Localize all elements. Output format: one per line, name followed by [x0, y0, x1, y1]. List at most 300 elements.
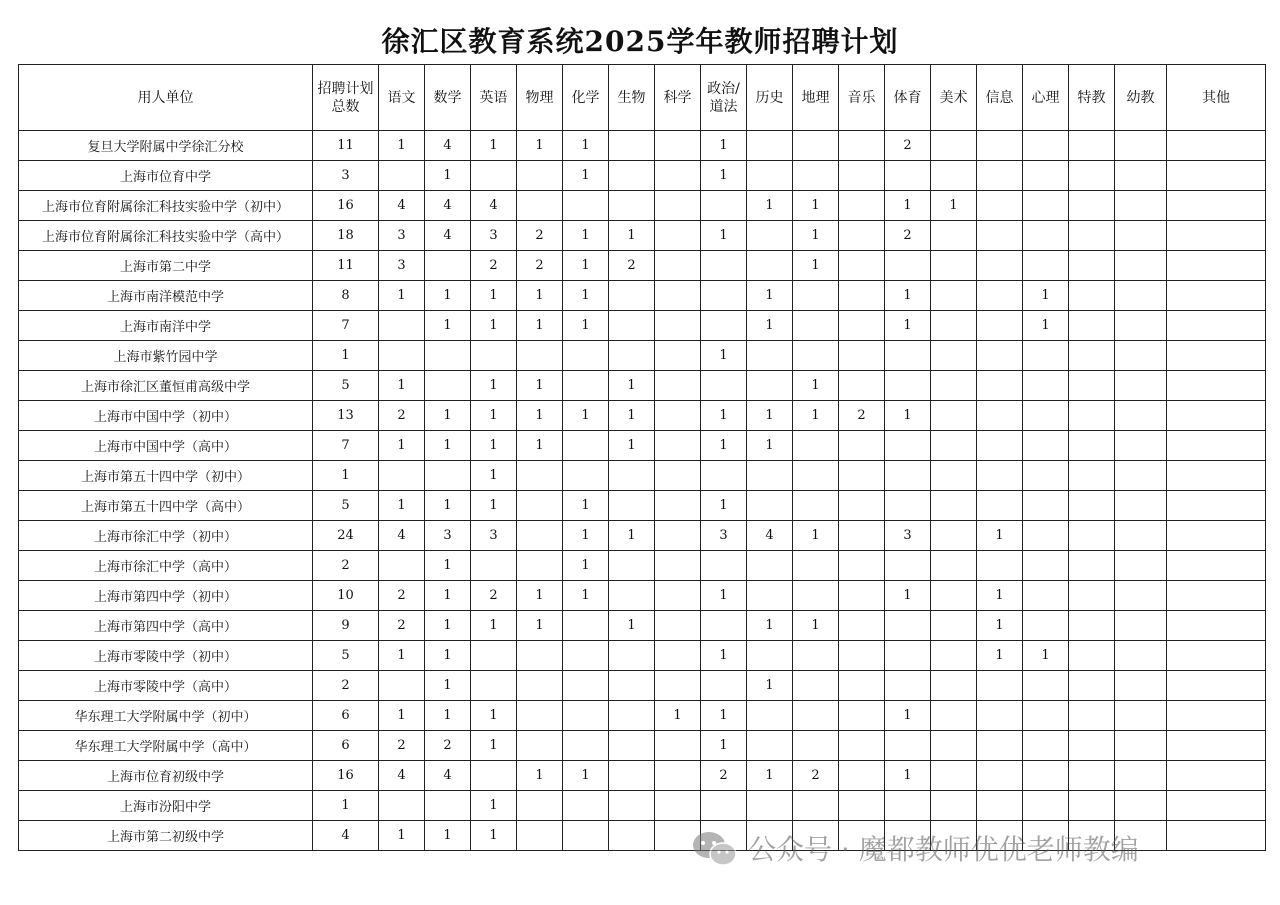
subject-count-cell: 2	[471, 581, 517, 611]
unit-name-cell: 上海市第二中学	[19, 251, 313, 281]
subject-count-cell	[839, 701, 885, 731]
subject-count-cell	[1023, 461, 1069, 491]
subject-count-cell: 1	[747, 311, 793, 341]
subject-count-cell: 2	[379, 611, 425, 641]
unit-name-cell: 上海市中国中学（高中）	[19, 431, 313, 461]
subject-count-cell	[517, 731, 563, 761]
subject-count-cell	[609, 311, 655, 341]
subject-count-cell	[701, 251, 747, 281]
column-header: 其他	[1167, 65, 1266, 131]
subject-count-cell	[839, 131, 885, 161]
subject-count-cell	[931, 341, 977, 371]
subject-count-cell: 1	[471, 371, 517, 401]
subject-count-cell	[701, 791, 747, 821]
subject-count-cell	[931, 281, 977, 311]
subject-count-cell: 1	[425, 281, 471, 311]
subject-count-cell: 1	[471, 401, 517, 431]
table-row	[19, 251, 1266, 281]
subject-count-cell	[425, 371, 471, 401]
subject-count-cell: 1	[425, 611, 471, 641]
subject-count-cell	[931, 401, 977, 431]
subject-count-cell	[839, 191, 885, 221]
unit-name-cell: 上海市位育附属徐汇科技实验中学（高中）	[19, 221, 313, 251]
table-row	[19, 371, 1266, 401]
subject-count-cell: 1	[563, 221, 609, 251]
subject-count-cell	[931, 431, 977, 461]
subject-count-cell	[1069, 581, 1115, 611]
subject-count-cell: 1	[425, 701, 471, 731]
subject-count-cell	[655, 311, 701, 341]
subject-count-cell: 1	[425, 641, 471, 671]
table-row	[19, 341, 1266, 371]
subject-count-cell	[701, 611, 747, 641]
subject-count-cell	[1023, 191, 1069, 221]
subject-count-cell	[1069, 731, 1115, 761]
subject-count-cell	[1115, 641, 1167, 671]
subject-count-cell: 1	[701, 431, 747, 461]
subject-count-cell	[655, 521, 701, 551]
subject-count-cell: 1	[425, 401, 471, 431]
subject-count-cell: 3	[471, 221, 517, 251]
subject-count-cell	[977, 311, 1023, 341]
subject-count-cell	[793, 791, 839, 821]
column-header: 生物	[609, 65, 655, 131]
subject-count-cell	[1069, 761, 1115, 791]
subject-count-cell	[655, 131, 701, 161]
subject-count-cell	[471, 671, 517, 701]
subject-count-cell	[609, 341, 655, 371]
subject-count-cell: 2	[609, 251, 655, 281]
subject-count-cell: 1	[471, 701, 517, 731]
subject-count-cell	[517, 551, 563, 581]
total-cell: 3	[313, 161, 379, 191]
unit-name-cell: 上海市第五十四中学（初中）	[19, 461, 313, 491]
subject-count-cell: 1	[701, 491, 747, 521]
subject-count-cell	[1167, 701, 1266, 731]
subject-count-cell	[1115, 161, 1167, 191]
total-cell: 1	[313, 791, 379, 821]
subject-count-cell	[1115, 341, 1167, 371]
subject-count-cell	[793, 731, 839, 761]
subject-count-cell: 1	[563, 761, 609, 791]
subject-count-cell	[609, 701, 655, 731]
column-header: 物理	[517, 65, 563, 131]
total-cell: 5	[313, 641, 379, 671]
subject-count-cell: 1	[425, 821, 471, 851]
subject-count-cell	[1069, 251, 1115, 281]
subject-count-cell: 1	[517, 401, 563, 431]
total-cell: 8	[313, 281, 379, 311]
subject-count-cell	[931, 221, 977, 251]
subject-count-cell	[793, 131, 839, 161]
unit-name-cell: 上海市第四中学（初中）	[19, 581, 313, 611]
subject-count-cell	[839, 791, 885, 821]
subject-count-cell	[793, 581, 839, 611]
subject-count-cell	[977, 461, 1023, 491]
subject-count-cell	[517, 491, 563, 521]
subject-count-cell	[425, 341, 471, 371]
subject-count-cell	[1167, 221, 1266, 251]
table-row	[19, 281, 1266, 311]
subject-count-cell	[1115, 521, 1167, 551]
subject-count-cell	[839, 731, 885, 761]
subject-count-cell	[839, 611, 885, 641]
subject-count-cell	[701, 671, 747, 701]
total-cell: 7	[313, 431, 379, 461]
subject-count-cell	[471, 161, 517, 191]
subject-count-cell	[1115, 791, 1167, 821]
subject-count-cell	[931, 731, 977, 761]
subject-count-cell	[885, 671, 931, 701]
subject-count-cell: 1	[379, 821, 425, 851]
subject-count-cell	[655, 791, 701, 821]
subject-count-cell	[1069, 521, 1115, 551]
subject-count-cell	[977, 401, 1023, 431]
subject-count-cell	[1167, 401, 1266, 431]
subject-count-cell	[425, 791, 471, 821]
subject-count-cell	[977, 761, 1023, 791]
subject-count-cell	[563, 701, 609, 731]
subject-count-cell	[701, 281, 747, 311]
subject-count-cell	[839, 371, 885, 401]
subject-count-cell: 1	[609, 521, 655, 551]
subject-count-cell: 1	[885, 701, 931, 731]
total-cell: 6	[313, 731, 379, 761]
total-cell: 9	[313, 611, 379, 641]
subject-count-cell	[609, 641, 655, 671]
subject-count-cell: 2	[517, 221, 563, 251]
subject-count-cell: 2	[379, 731, 425, 761]
subject-count-cell	[839, 341, 885, 371]
subject-count-cell	[1115, 611, 1167, 641]
subject-count-cell	[839, 461, 885, 491]
subject-count-cell	[839, 581, 885, 611]
subject-count-cell	[747, 461, 793, 491]
table-row	[19, 311, 1266, 341]
subject-count-cell	[1167, 641, 1266, 671]
subject-count-cell	[1115, 401, 1167, 431]
table-row	[19, 221, 1266, 251]
subject-count-cell: 1	[609, 431, 655, 461]
subject-count-cell: 4	[379, 191, 425, 221]
subject-count-cell: 4	[747, 521, 793, 551]
subject-count-cell	[563, 341, 609, 371]
subject-count-cell	[1023, 341, 1069, 371]
subject-count-cell: 1	[425, 671, 471, 701]
subject-count-cell	[747, 491, 793, 521]
subject-count-cell	[1069, 701, 1115, 731]
subject-count-cell: 2	[839, 401, 885, 431]
subject-count-cell	[839, 281, 885, 311]
subject-count-cell	[977, 131, 1023, 161]
subject-count-cell	[1115, 191, 1167, 221]
unit-name-cell: 华东理工大学附属中学（高中）	[19, 731, 313, 761]
subject-count-cell: 1	[563, 131, 609, 161]
subject-count-cell: 3	[885, 521, 931, 551]
subject-count-cell: 2	[793, 761, 839, 791]
column-header: 地理	[793, 65, 839, 131]
subject-count-cell	[609, 551, 655, 581]
subject-count-cell: 1	[517, 311, 563, 341]
subject-count-cell	[563, 611, 609, 641]
subject-count-cell	[1115, 251, 1167, 281]
subject-count-cell: 4	[425, 761, 471, 791]
subject-count-cell	[931, 611, 977, 641]
subject-count-cell	[839, 521, 885, 551]
watermark	[690, 826, 1139, 870]
subject-count-cell	[977, 221, 1023, 251]
subject-count-cell	[1167, 611, 1266, 641]
subject-count-cell	[655, 221, 701, 251]
subject-count-cell: 1	[471, 791, 517, 821]
subject-count-cell	[655, 731, 701, 761]
table-row	[19, 401, 1266, 431]
subject-count-cell	[931, 671, 977, 701]
subject-count-cell	[839, 551, 885, 581]
subject-count-cell	[563, 371, 609, 401]
subject-count-cell	[747, 341, 793, 371]
subject-count-cell	[1023, 581, 1069, 611]
subject-count-cell	[839, 491, 885, 521]
subject-count-cell	[793, 341, 839, 371]
subject-count-cell: 1	[517, 131, 563, 161]
total-cell: 5	[313, 371, 379, 401]
total-cell: 2	[313, 671, 379, 701]
subject-count-cell: 1	[471, 611, 517, 641]
table-row	[19, 791, 1266, 821]
subject-count-cell	[931, 491, 977, 521]
subject-count-cell	[931, 641, 977, 671]
subject-count-cell: 1	[747, 431, 793, 461]
subject-count-cell	[793, 431, 839, 461]
subject-count-cell: 1	[379, 431, 425, 461]
subject-count-cell	[1069, 131, 1115, 161]
subject-count-cell	[1115, 761, 1167, 791]
subject-count-cell	[517, 821, 563, 851]
subject-count-cell	[885, 431, 931, 461]
subject-count-cell: 1	[977, 581, 1023, 611]
subject-count-cell	[1069, 611, 1115, 641]
subject-count-cell	[747, 641, 793, 671]
column-header: 科学	[655, 65, 701, 131]
subject-count-cell	[379, 461, 425, 491]
subject-count-cell: 1	[885, 401, 931, 431]
subject-count-cell: 1	[379, 371, 425, 401]
subject-count-cell	[609, 821, 655, 851]
subject-count-cell	[655, 761, 701, 791]
subject-count-cell	[747, 701, 793, 731]
total-cell: 1	[313, 461, 379, 491]
subject-count-cell: 4	[425, 191, 471, 221]
subject-count-cell: 1	[471, 491, 517, 521]
subject-count-cell: 4	[425, 221, 471, 251]
subject-count-cell	[655, 401, 701, 431]
subject-count-cell	[839, 311, 885, 341]
subject-count-cell	[563, 461, 609, 491]
subject-count-cell	[655, 191, 701, 221]
subject-count-cell	[1023, 521, 1069, 551]
subject-count-cell: 1	[701, 221, 747, 251]
unit-name-cell: 上海市位育初级中学	[19, 761, 313, 791]
subject-count-cell: 1	[747, 191, 793, 221]
subject-count-cell: 1	[885, 581, 931, 611]
subject-count-cell	[609, 731, 655, 761]
column-header: 用人单位	[19, 65, 313, 131]
subject-count-cell: 4	[379, 761, 425, 791]
subject-count-cell: 1	[977, 611, 1023, 641]
subject-count-cell	[655, 341, 701, 371]
subject-count-cell	[1069, 431, 1115, 461]
subject-count-cell	[931, 551, 977, 581]
subject-count-cell: 1	[471, 131, 517, 161]
subject-count-cell	[517, 701, 563, 731]
subject-count-cell: 1	[747, 611, 793, 641]
total-cell: 7	[313, 311, 379, 341]
subject-count-cell: 1	[379, 641, 425, 671]
subject-count-cell: 1	[793, 371, 839, 401]
subject-count-cell	[747, 371, 793, 401]
subject-count-cell: 1	[701, 581, 747, 611]
subject-count-cell	[1167, 791, 1266, 821]
subject-count-cell	[471, 341, 517, 371]
subject-count-cell	[793, 311, 839, 341]
subject-count-cell: 1	[471, 821, 517, 851]
subject-count-cell	[1115, 701, 1167, 731]
subject-count-cell: 2	[885, 131, 931, 161]
subject-count-cell	[1115, 731, 1167, 761]
subject-count-cell: 1	[1023, 311, 1069, 341]
column-header: 音乐	[839, 65, 885, 131]
subject-count-cell	[563, 791, 609, 821]
subject-count-cell: 1	[885, 191, 931, 221]
subject-count-cell	[379, 161, 425, 191]
subject-count-cell: 1	[471, 281, 517, 311]
subject-count-cell	[1069, 671, 1115, 701]
subject-count-cell	[517, 671, 563, 701]
subject-count-cell	[1069, 221, 1115, 251]
total-cell: 2	[313, 551, 379, 581]
subject-count-cell: 1	[471, 311, 517, 341]
subject-count-cell	[931, 761, 977, 791]
subject-count-cell	[839, 161, 885, 191]
subject-count-cell: 1	[701, 641, 747, 671]
subject-count-cell	[1115, 581, 1167, 611]
subject-count-cell: 1	[609, 611, 655, 641]
subject-count-cell	[793, 701, 839, 731]
subject-count-cell: 1	[747, 671, 793, 701]
subject-count-cell	[977, 671, 1023, 701]
column-header: 语文	[379, 65, 425, 131]
subject-count-cell: 1	[563, 551, 609, 581]
subject-count-cell	[655, 461, 701, 491]
subject-count-cell	[977, 371, 1023, 401]
subject-count-cell	[977, 341, 1023, 371]
subject-count-cell	[1167, 671, 1266, 701]
recruitment-table	[18, 64, 1266, 851]
subject-count-cell	[747, 791, 793, 821]
subject-count-cell: 1	[977, 521, 1023, 551]
subject-count-cell	[1115, 281, 1167, 311]
subject-count-cell	[747, 251, 793, 281]
subject-count-cell: 1	[517, 281, 563, 311]
subject-count-cell	[517, 161, 563, 191]
subject-count-cell	[931, 371, 977, 401]
subject-count-cell	[563, 671, 609, 701]
subject-count-cell	[471, 761, 517, 791]
subject-count-cell: 1	[563, 161, 609, 191]
subject-count-cell	[1069, 791, 1115, 821]
subject-count-cell	[747, 581, 793, 611]
subject-count-cell: 1	[471, 731, 517, 761]
subject-count-cell	[1023, 791, 1069, 821]
subject-count-cell	[563, 641, 609, 671]
column-header: 美术	[931, 65, 977, 131]
subject-count-cell	[931, 131, 977, 161]
subject-count-cell: 1	[701, 731, 747, 761]
subject-count-cell	[885, 371, 931, 401]
subject-count-cell: 1	[931, 191, 977, 221]
subject-count-cell: 2	[517, 251, 563, 281]
subject-count-cell	[885, 251, 931, 281]
column-header: 信息	[977, 65, 1023, 131]
subject-count-cell	[1023, 431, 1069, 461]
subject-count-cell	[1167, 311, 1266, 341]
subject-count-cell: 1	[379, 491, 425, 521]
subject-count-cell: 1	[563, 281, 609, 311]
subject-count-cell: 2	[885, 221, 931, 251]
watermark-text: 公众号 · 魔都教师优优老师教编	[748, 833, 1139, 866]
subject-count-cell: 2	[379, 581, 425, 611]
subject-count-cell	[977, 491, 1023, 521]
subject-count-cell: 1	[425, 161, 471, 191]
subject-count-cell	[793, 461, 839, 491]
unit-name-cell: 上海市南洋中学	[19, 311, 313, 341]
subject-count-cell	[1023, 491, 1069, 521]
subject-count-cell	[977, 791, 1023, 821]
subject-count-cell	[1023, 221, 1069, 251]
table-row	[19, 491, 1266, 521]
subject-count-cell	[379, 671, 425, 701]
unit-name-cell: 上海市位育中学	[19, 161, 313, 191]
total-cell: 16	[313, 761, 379, 791]
subject-count-cell	[1167, 461, 1266, 491]
subject-count-cell	[655, 431, 701, 461]
subject-count-cell: 2	[471, 251, 517, 281]
subject-count-cell: 3	[701, 521, 747, 551]
subject-count-cell	[1023, 161, 1069, 191]
subject-count-cell	[1167, 821, 1266, 851]
subject-count-cell	[977, 281, 1023, 311]
subject-count-cell	[655, 581, 701, 611]
subject-count-cell: 1	[701, 131, 747, 161]
subject-count-cell	[655, 161, 701, 191]
subject-count-cell	[931, 791, 977, 821]
subject-count-cell	[1069, 461, 1115, 491]
subject-count-cell	[1167, 341, 1266, 371]
subject-count-cell	[1023, 131, 1069, 161]
subject-count-cell	[1069, 341, 1115, 371]
subject-count-cell: 1	[563, 311, 609, 341]
subject-count-cell	[701, 371, 747, 401]
subject-count-cell	[885, 551, 931, 581]
total-cell: 1	[313, 341, 379, 371]
column-header: 心理	[1023, 65, 1069, 131]
unit-name-cell: 上海市紫竹园中学	[19, 341, 313, 371]
table-row	[19, 701, 1266, 731]
subject-count-cell	[1115, 371, 1167, 401]
subject-count-cell	[793, 491, 839, 521]
subject-count-cell	[885, 641, 931, 671]
